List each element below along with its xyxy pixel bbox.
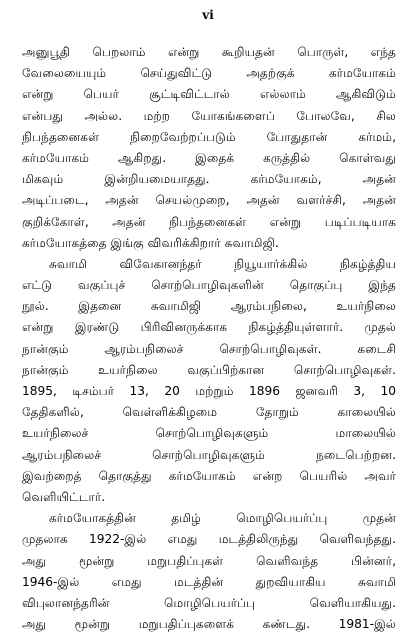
text-line: முதலாக 1922-இல் எமது மடத்திலிருந்து வெளிவந்தது.: [22, 532, 396, 547]
text-line: நூல். இதனை சுவாமிஜி ஆரம்பநிலை, உயர்நிலை: [22, 299, 396, 314]
text-line: சுவாமி விவேகானந்தர் நியூயார்க்கில் நிகழ்த்திய: [49, 256, 396, 271]
text-line: என்பது அல்ல. மற்ற யோகங்களைப் போலவே, சில: [22, 108, 396, 123]
text-line: விபுலானந்தரின் மொழிபெயர்ப்பு வெளியாகியது.: [22, 595, 396, 610]
text-line: இவற்றைத் தொகுத்து கர்மயோகம் என்ற பெயரில் அவர்: [22, 468, 396, 483]
text-line: 1895, டிசம்பர் 13, 20 மற்றும் 1896 ஜனவரி 3, 10: [22, 384, 396, 398]
paragraph-1: [22, 42, 396, 254]
paragraph-2: [22, 254, 396, 508]
text-line: 1946-இல் எமது மடத்தின் துறவியாகிய சுவாமி: [22, 574, 396, 589]
page-number: vi: [202, 8, 214, 22]
body-text: [22, 42, 396, 635]
text-line: மிகவும் இன்றியமையாதது. கர்மயோகம், அதன்: [22, 172, 396, 187]
text-line: அது மூன்று மறுபதிப்புகள் வெளிவந்த பின்னர்,: [22, 553, 396, 568]
text-line: தேதிகளில், வெள்ளிக்கிழமை தோறும் காலையில்: [22, 405, 396, 420]
text-line: அனுபூதி பெறலாம் என்று கூறியதன் பொருள், எந்த: [22, 45, 396, 59]
text-line: வெளியிட்டார்.: [22, 489, 106, 504]
text-line: ஆரம்பநிலைச் சொற்பொழிவுகளும் நடைபெற்றன.: [22, 447, 396, 462]
text-line: நிபந்தனைகள் நிறைவேற்றப்படும் போதுதான் கர்மம்,: [22, 129, 396, 144]
text-line: அது மூன்று மறுபதிப்புகளைக் கண்டது. 1981-இல்: [22, 617, 396, 632]
text-line: அடிப்படை, அதன் செயல்முறை, அதன் வளர்ச்சி, அதன்: [22, 193, 396, 208]
text-line: நான்கும் ஆரம்பநிலைச் சொற்பொழிவுகள். கடைசி: [22, 341, 396, 356]
text-line: உயர்நிலைச் சொற்பொழிவுகளும் மாலையில்: [22, 426, 396, 441]
text-line: வேலையையும் செய்துவிட்டு அதற்குக் கர்மயோகம்: [22, 66, 396, 81]
text-line: குறிக்கோள், அதன் நிபந்தனைகள் என்று படிப்படியாக: [22, 214, 396, 229]
text-line: என்று பெயர் சூட்டிவிட்டால் எல்லாம் ஆகிவிடும்: [22, 87, 396, 102]
text-line: கர்மயோகத்தின் தமிழ் மொழிபெயர்ப்பு முதன்: [49, 511, 396, 526]
text-line: நான்கும் உயர்நிலை வகுப்பிற்கான சொற்பொழிவுகள்.: [22, 362, 396, 377]
text-line: கர்மயோகம் ஆகிறது. இதைக் கருத்தில் கொள்வது: [22, 150, 396, 165]
text-line: எட்டு வகுப்புச் சொற்பொழிவுகளின் தொகுப்பு இந்த: [22, 278, 396, 293]
text-line: என்று இரண்டு பிரிவினருக்காக நிகழ்த்தியுள்ளார். முதல்: [22, 320, 396, 335]
paragraph-3: [22, 508, 396, 635]
text-line: கர்மயோகத்தை இங்கு விவரிக்கிறார் சுவாமிஜி.: [22, 235, 279, 250]
